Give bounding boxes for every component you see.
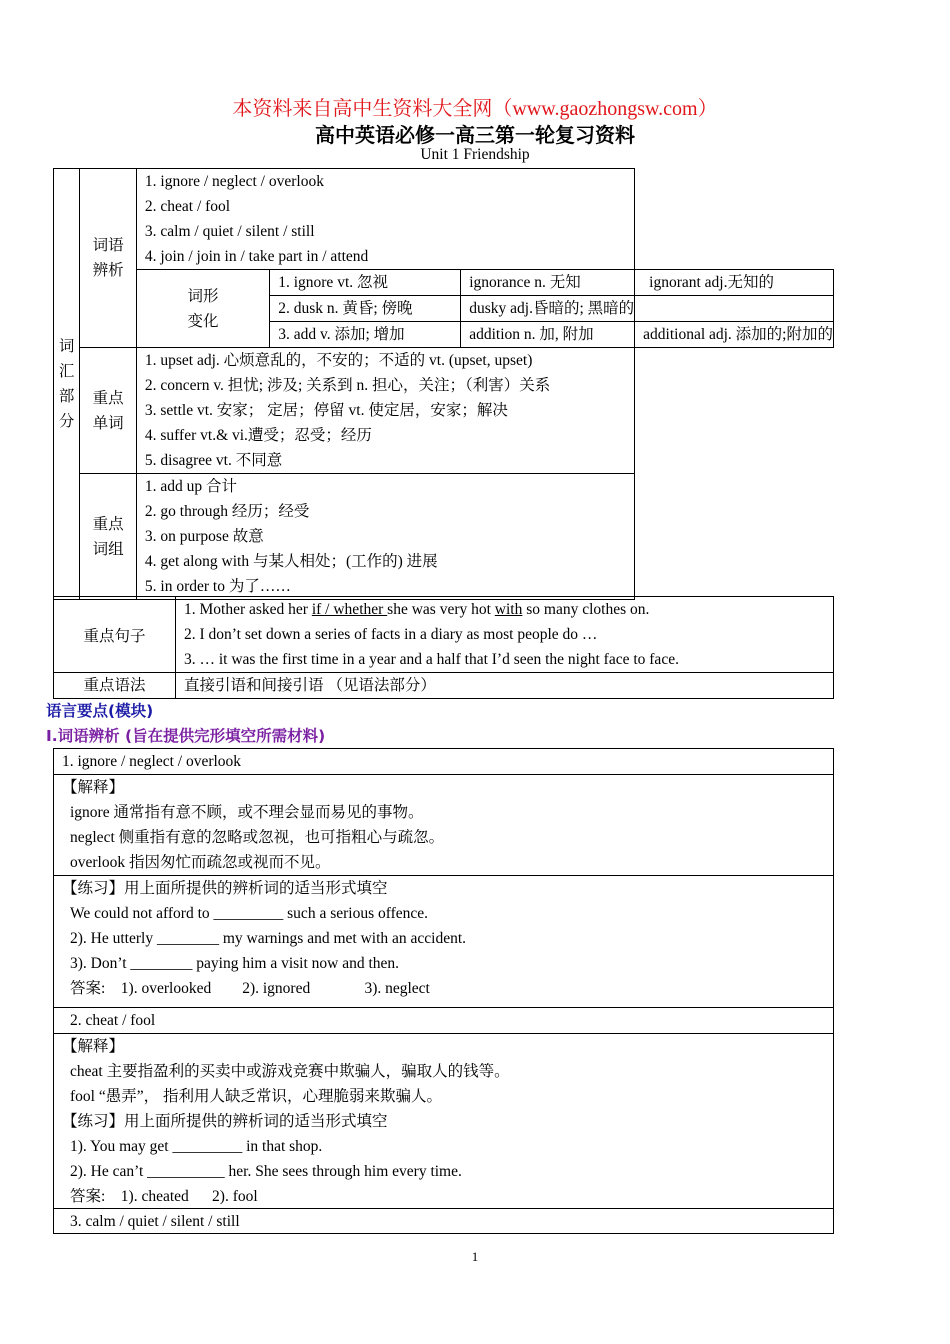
subsection-heading: I.词语辨析 (旨在提供完形填空所需材料) — [46, 727, 326, 745]
discrimination-list: 1. ignore / neglect / overlook 2. cheat / fool 3. calm / quiet / silent / still 4. join / join in / take part in / attend — [136, 169, 634, 270]
word-forms-label: 词形 变化 — [136, 270, 269, 348]
word-form-cell: dusky adj.昏暗的; 黑暗的 — [461, 296, 635, 322]
word-form-cell: 3. add v. 添加; 增加 — [270, 322, 461, 348]
discrimination-box-2: 2. cheat / fool 【解释】 cheat 主要指盈利的买卖中或游戏竞赛中欺骗人，骗取人的钱等。 fool “愚弄”， 指利用人缺乏常识，心理脆弱来欺骗人。 【练习】用上面所提供的辨析词的适当形式填空 1). You may get _________ in that shop. 2). He can’t __________ her. She sees through him every time. 答案: 1). cheated 2). fool — [53, 1007, 834, 1209]
word-form-cell: additional adj. 添加的;附加的 — [635, 322, 834, 348]
word-form-cell: 2. dusk n. 黄昏; 傍晚 — [270, 296, 461, 322]
source-site-banner: 本资料来自高中生资料大全网（www.gaozhongsw.com） — [232, 98, 718, 120]
discrimination-box-3 — [53, 1208, 834, 1234]
word-form-cell: addition n. 加, 附加 — [461, 322, 635, 348]
page-title: 高中英语必修一高三第一轮复习资料 — [315, 123, 635, 147]
word-form-cell: 1. ignore vt. 忽视 — [270, 270, 461, 296]
word-form-cell: ignorant adj.无知的 — [635, 270, 834, 296]
explain-label: 【解释】 — [62, 779, 125, 796]
answer-line: 答案: 1). overlooked 2). ignored 3). neglect — [70, 980, 430, 997]
practice-label: 【练习】用上面所提供的辨析词的适当形式填空 — [62, 1113, 388, 1130]
vocab-section-label: 词 汇 部 分 — [54, 169, 80, 600]
phrases-label: 重点 词组 — [80, 474, 137, 600]
sentences-label: 重点句子 — [54, 597, 176, 673]
vocabulary-table — [53, 168, 834, 600]
word-form-cell: ignorance n. 无知 — [461, 270, 635, 296]
grammar-text: 直接引语和间接引语 （见语法部分） — [176, 673, 834, 699]
answer-line: 答案: 1). cheated 2). fool — [70, 1188, 258, 1205]
word-form-cell — [635, 296, 834, 322]
unit-subtitle: Unit 1 Friendship — [420, 146, 530, 163]
explain-label: 【解释】 — [62, 1038, 125, 1055]
practice-label: 【练习】用上面所提供的辨析词的适当形式填空 — [62, 880, 388, 897]
grammar-label: 重点语法 — [54, 673, 176, 699]
page-number: 1 — [471, 1249, 479, 1264]
box-title: 1. ignore / neglect / overlook — [62, 753, 242, 770]
box-title: 3. calm / quiet / silent / still — [70, 1213, 240, 1230]
discrimination-label: 词语 辨析 — [80, 169, 137, 348]
box-title: 2. cheat / fool — [70, 1012, 156, 1029]
phrases-list: 1. add up 合计 2. go through 经历；经受 3. on purpose 故意 4. get along with 与某人相处；(工作的) 进展 5. in order to 为了…… — [136, 474, 634, 600]
key-words-label: 重点 单词 — [80, 348, 137, 474]
discrimination-box-1: 1. ignore / neglect / overlook 【解释】 ignore 通常指有意不顾，或不理会显而易见的事物。 neglect 侧重指有意的忽略或忽视，也可指粗心与疏忽。 overlook 指因匆忙而疏忽或视而不见。 【练习】用上面所提供的辨析词的适当形式填空 We could not afford to _________ such a serious offence. 2). He utterly ________ my warnings and met with an accident. 3). Don’t ________ paying him a visit now and then. 答案: 1). overlooked 2). ignored 3). neglect — [53, 748, 834, 1008]
sentences-grammar-table — [53, 596, 834, 699]
key-words-list: 1. upset adj. 心烦意乱的，不安的；不适的 vt. (upset, upset) 2. concern v. 担忧; 涉及; 关系到 n. 担心，关注；（利害）关系 3. settle vt. 安家； 定居；停留 vt. 使定居，安家；解决 4. suffer vt.& vi.遭受；忍受；经历 5. disagree vt. 不同意 — [136, 348, 634, 474]
section-heading: 语言要点(模块) — [46, 702, 154, 720]
sentences-list: 1. Mother asked her if / whether she was very hot with so many clothes on. 2. I don’t set down a series of facts in a diary as most people do … 3. … it was the first time in a year and a half that I’d seen the night face to face. — [176, 597, 834, 673]
